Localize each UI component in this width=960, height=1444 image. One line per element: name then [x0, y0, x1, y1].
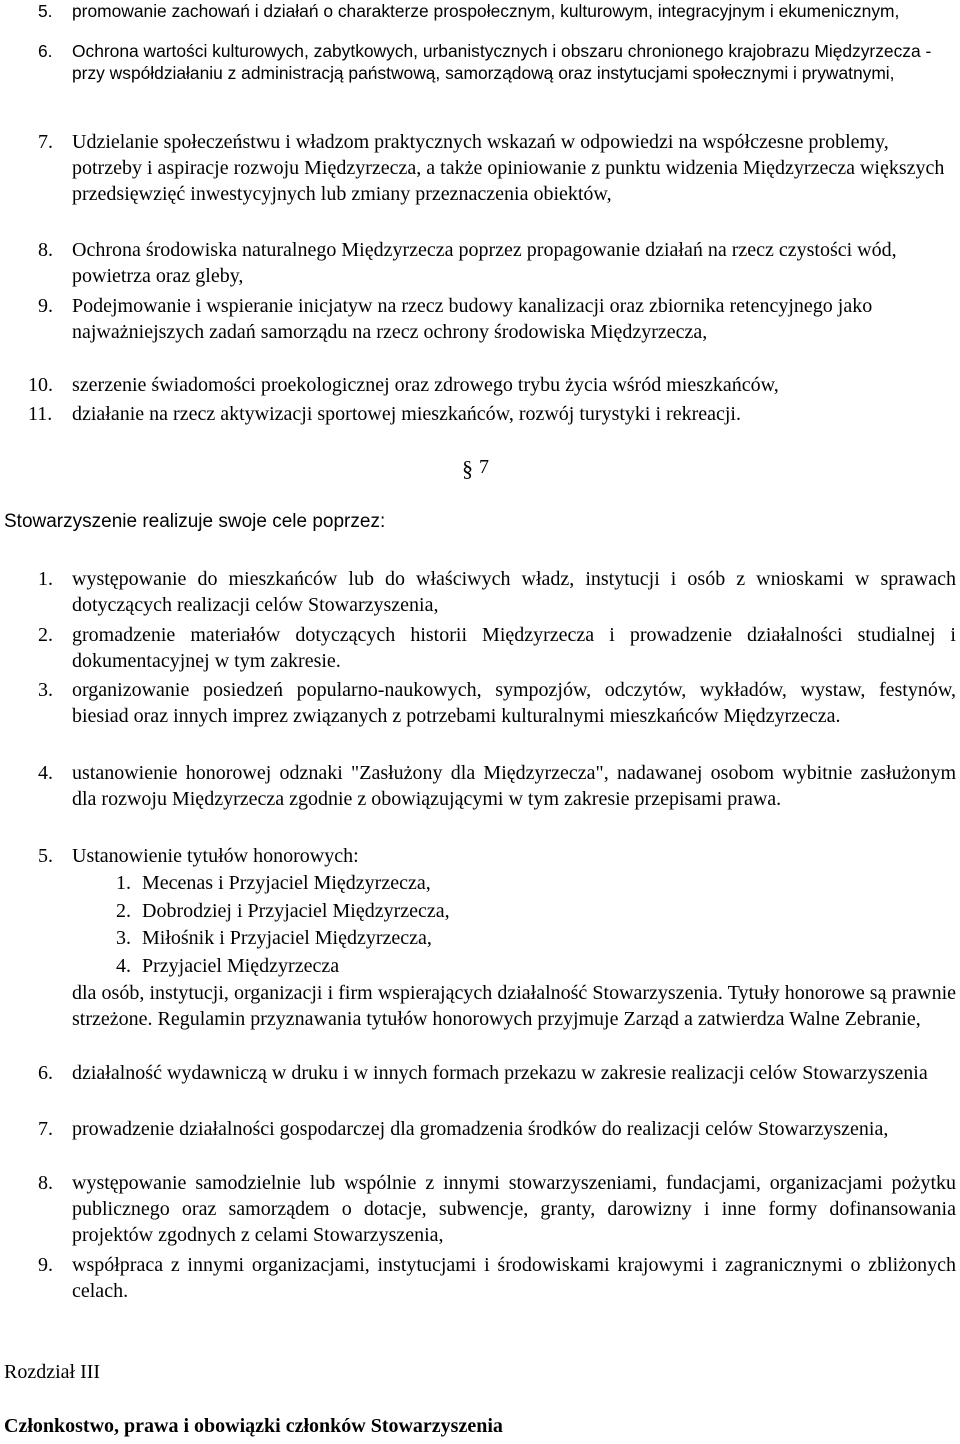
sub-list-item-text: Przyjaciel Międzyrzecza: [142, 955, 340, 977]
list-item-text: działalność wydawniczą w druku i w innych formach przekazu w zakresie realizacji celów Stowarzyszenia: [72, 1062, 928, 1084]
sub-list-item-number: 3.: [116, 927, 131, 949]
chapter-title: Członkostwo, prawa i obowiązki członków Stowarzyszenia: [4, 1415, 503, 1437]
list-item-text: Udzielanie społeczeństwu i władzom praktycznych wskazań w odpowiedzi na współczesne problemy, potrzeby i aspiracje rozwoju Międzyrzecza, a także opiniowanie z punktu widzenia Międzyrzecza większych przedsięwzięć inwestycyjnych lub zmiany przeznaczenia obiektów,: [72, 131, 945, 205]
list-item-number: 1.: [38, 568, 53, 590]
list-item-text: Ochrona środowiska naturalnego Międzyrzecza poprzez propagowanie działań na rzecz czystości wód, powietrza oraz gleby,: [72, 239, 897, 287]
list-item-number: 9.: [38, 295, 53, 317]
list-item-text: organizowanie posiedzeń popularno-naukowych, sympozjów, odczytów, wykładów, wystaw, festynów, biesiad oraz innych imprez związanych z potrzebami kulturalnymi mieszkańców Międzyrzecza.: [72, 679, 956, 727]
list-item-text: współpraca z innymi organizacjami, instytucjami i środowiskami krajowymi i zagranicznymi o zbliżonych celach.: [72, 1254, 956, 1302]
list-item-text: Podejmowanie i wspieranie inicjatyw na rzecz budowy kanalizacji oraz zbiornika retencyjnego jako najważniejszych zadań samorządu na rzecz ochrony środowiska Międzyrzecza,: [72, 295, 873, 343]
list-item-number: 7.: [38, 131, 53, 153]
list-item-text: gromadzenie materiałów dotyczących historii Międzyrzecza i prowadzenie działalności studialnej i dokumentacyjnej w tym zakresie.: [72, 624, 956, 672]
list-item-number: 2.: [38, 624, 53, 646]
list-item-number: 7.: [38, 1118, 53, 1140]
list-item-text: prowadzenie działalności gospodarczej dla gromadzenia środków do realizacji celów Stowarzyszenia,: [72, 1118, 889, 1140]
list-item-number: 6.: [38, 41, 53, 61]
list-item-number: 8.: [38, 239, 53, 261]
list-item-number: 3.: [38, 679, 53, 701]
section-mark: §: [462, 456, 473, 481]
list-item-text: występowanie samodzielnie lub wspólnie z innymi stowarzyszeniami, fundacjami, organizacjami pożytku publicznego oraz samorządem o dotacje, subwencje, granty, darowizny i inne formy dofinansowania projektów zgodnych z celami Stowarzyszenia,: [72, 1172, 956, 1246]
list-item-number: 6.: [38, 1062, 53, 1084]
list-item-text: Ochrona wartości kulturowych, zabytkowych, urbanistycznych i obszaru chronionego krajobrazu Międzyrzecza - przy współdziałaniu z administracją państwową, samorządową oraz instytucjami społecznymi i prywatnymi,: [72, 41, 932, 83]
list-item-number: 11.: [28, 403, 53, 425]
list-item-number: 10.: [28, 374, 53, 396]
section-intro: Stowarzyszenie realizuje swoje cele poprzez:: [4, 511, 386, 532]
sub-list-item-text: Mecenas i Przyjaciel Międzyrzecza,: [142, 872, 431, 894]
list-item-number: 4.: [38, 762, 53, 784]
list-item-text: występowanie do mieszkańców lub do właściwych władz, instytucji i osób z wnioskami w sprawach dotyczących realizacji celów Stowarzyszenia,: [72, 568, 956, 616]
list-item-text: działanie na rzecz aktywizacji sportowej mieszkańców, rozwój turystyki i rekreacji.: [72, 403, 741, 425]
list-item-text: ustanowienie honorowej odznaki "Zasłużony dla Międzyrzecza", nadawanej osobom wybitnie zasłużonym dla rozwoju Międzyrzecza zgodnie z obowiązującymi w tym zakresie przepisami prawa.: [72, 762, 956, 810]
list-item-number: 9.: [38, 1254, 53, 1276]
list-item-number: 5.: [38, 1, 53, 21]
list-item-continuation: dla osób, instytucji, organizacji i firm wspierających działalność Stowarzyszenia. Tytuły honorowe są prawnie strzeżone. Regulamin przyznawania tytułów honorowych przyjmuje Zarząd a zatwierdza Walne Zebranie,: [72, 982, 956, 1030]
sub-list-item-text: Miłośnik i Przyjaciel Międzyrzecza,: [142, 927, 432, 949]
list-item-number: 8.: [38, 1172, 53, 1194]
list-item-text: Ustanowienie tytułów honorowych:: [72, 845, 359, 867]
sub-list-item-number: 4.: [116, 955, 131, 977]
list-item-number: 5.: [38, 845, 53, 867]
sub-list-item-number: 2.: [116, 900, 131, 922]
list-item-text: szerzenie świadomości proekologicznej oraz zdrowego trybu życia wśród mieszkańców,: [72, 374, 779, 396]
chapter-label: Rozdział III: [4, 1361, 101, 1383]
sub-list-item-text: Dobrodziej i Przyjaciel Międzyrzecza,: [142, 900, 450, 922]
section-number: 7: [479, 456, 489, 478]
list-item-text: promowanie zachowań i działań o charakterze prospołecznym, kulturowym, integracyjnym i ekumenicznym,: [72, 1, 900, 21]
sub-list-item-number: 1.: [116, 872, 131, 894]
